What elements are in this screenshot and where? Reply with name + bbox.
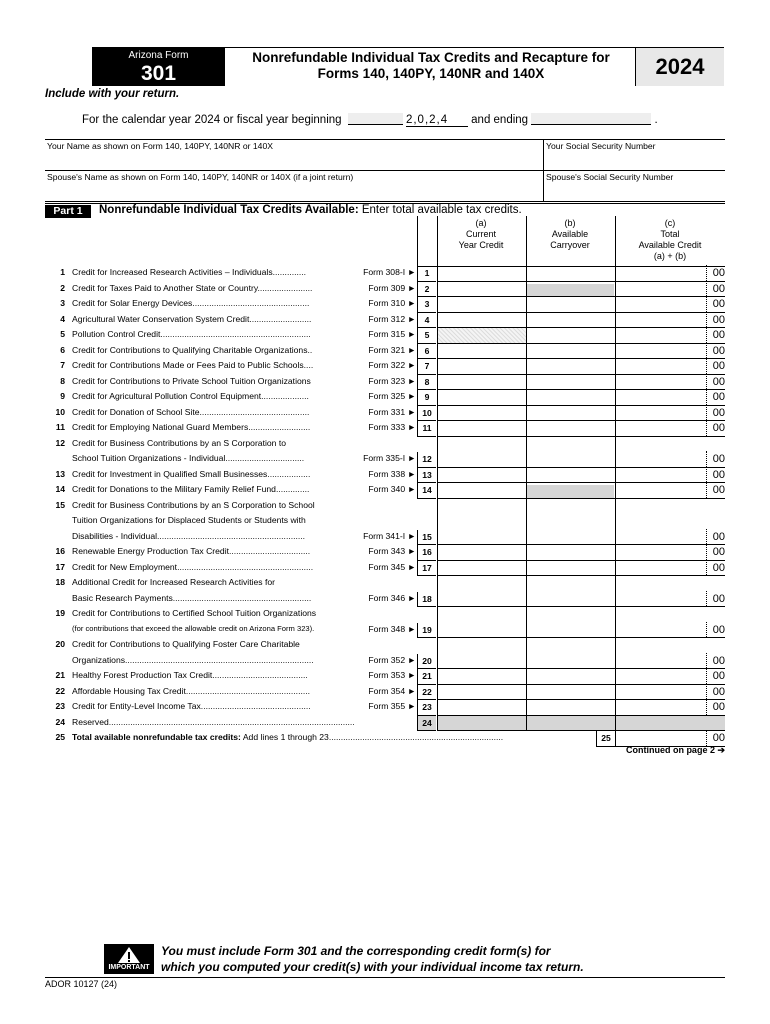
cents-value: 00 [706,684,725,700]
line-description: Pollution Control Credit............................................................... [72,329,311,339]
spouse-ssn-label: Spouse's Social Security Number [546,172,674,182]
form-reference: Form 338 ► [352,469,416,479]
carryover-field[interactable] [526,468,615,484]
line-number: 24 [55,716,65,727]
carryover-field[interactable] [526,607,615,638]
part1-top-rule [45,203,725,204]
fiscal-suffix: . [654,114,658,126]
total-credit-field [615,716,725,732]
line-description: Credit for Donation of School Site.............................................. [72,406,310,417]
carryover-field[interactable] [526,359,615,375]
line-description-cont: Tuition Organizations for Displaced Students or Students with [72,515,306,525]
line-number: 16 [55,546,65,556]
line-number: 6 [60,344,65,355]
current-year-credit-field [437,716,526,732]
line-number: 10 [55,406,65,417]
line-25-instruction: Add lines 1 through 23......................................................................... [242,732,504,742]
line-box-number: 15 [417,530,436,546]
cents-value: 00 [706,420,725,436]
current-year-credit-field[interactable] [437,390,526,406]
line-number: 7 [60,360,65,370]
line-box-number: 4 [417,313,436,329]
current-year-credit-field[interactable] [437,266,526,282]
fiscal-end-field[interactable] [531,113,651,125]
current-year-credit-field[interactable] [437,406,526,422]
line-box-number: 21 [417,669,436,685]
carryover-field[interactable] [526,375,615,391]
line-box-number: 3 [417,297,436,313]
name-field[interactable] [47,141,541,169]
form-reference: Form 323 ► [352,376,416,386]
important-label: IMPORTANT [108,964,150,971]
current-year-credit-field[interactable] [437,638,526,669]
table-top-rule [417,266,725,267]
carryover-field[interactable] [526,344,615,360]
line-description: Agricultural Water Conservation System Credit.......................... [72,313,312,324]
line-box-number: 25 [596,731,615,747]
ssn-field[interactable] [546,141,724,169]
carryover-field[interactable] [526,669,615,685]
line-description-cont: (for contributions that exceed the allowable credit on Arizona Form 323). [72,623,315,633]
line-number: 15 [55,499,65,510]
carryover-field[interactable] [526,685,615,701]
col-divider [417,216,418,266]
form-reference: Form 315 ► [352,329,416,339]
line-description-cont: Basic Research Payments.......................................................... [72,592,312,603]
carryover-field[interactable] [526,545,615,561]
line-box-number: 19 [417,623,436,639]
line-number: 18 [55,577,65,587]
carryover-field[interactable] [526,437,615,468]
line-box-number: 1 [417,266,436,282]
form-reference: Form 345 ► [352,562,416,572]
footer-code: ADOR 10127 (24) [45,979,118,989]
line-box-number: 20 [417,654,436,670]
current-year-credit-field[interactable] [437,669,526,685]
fiscal-year-line [82,113,658,127]
spouse-name-label: Spouse's Name as shown on Form 140, 140PY, 140NR or 140X (if a joint return) [47,172,354,182]
line-box-number: 22 [417,685,436,701]
cents-value: 00 [706,358,725,374]
form-reference: Form 353 ► [352,670,416,680]
line-number: 14 [55,484,65,494]
line-number: 25 [55,732,65,742]
line-description: Affordable Housing Tax Credit.................................................... [72,685,311,696]
line-box-number: 10 [417,406,436,422]
form-reference: Form 325 ► [352,391,416,401]
current-year-credit-field[interactable] [437,344,526,360]
fiscal-begin-year[interactable]: 2,0,2,4 [406,114,468,127]
line-number: 5 [60,329,65,339]
col-c-header: (c) Total Available Credit (a) + (b) [638,218,702,261]
cents-value: 00 [706,529,725,545]
form-reference: Form 354 ► [352,686,416,696]
cents-value: 00 [706,560,725,576]
line-number: 3 [60,298,65,308]
line-box-number: 6 [417,344,436,360]
carryover-field[interactable] [526,499,615,546]
footer-rule [45,977,725,978]
header-left-rule [92,47,636,86]
shaded-cell [527,284,614,297]
current-year-credit-field[interactable] [437,359,526,375]
continued-note: Continued on page 2 ➔ [625,745,725,755]
line-box-number: 13 [417,468,436,484]
line-description-cont: Disabilities - Individual.............................................................. [72,530,306,541]
fiscal-prefix: For the calendar year 2024 or fiscal year beginning [82,114,342,126]
cents-value: 00 [706,312,725,328]
current-year-credit-field[interactable] [437,297,526,313]
line-description: Credit for Business Contributions by an S Corporation to [72,437,286,448]
line-description-cont: School Tuition Organizations - Individual................................. [72,453,305,463]
current-year-credit-field[interactable] [437,685,526,701]
cents-value: 00 [706,405,725,421]
name-label: Your Name as shown on Form 140, 140PY, 140NR or 140X [47,141,273,151]
important-notice [161,943,584,975]
line-25-label: Total available nonrefundable tax credits: [72,732,241,742]
form-reference: Form 352 ► [352,655,416,665]
form-reference: Form 309 ► [352,283,416,293]
col-divider [437,216,438,266]
cents-value: 00 [706,699,725,715]
include-note: Include with your return. [45,88,180,100]
line-number: 11 [55,422,65,432]
line-description: Credit for Entity-Level Income Tax.............................................. [72,701,311,711]
form-reference: Form 346 ► [352,593,416,603]
cents-value: 00 [706,730,725,746]
line-number: 20 [55,639,65,649]
line-box-number: 8 [417,375,436,391]
line-description-cont: Organizations............................................................................... [72,654,314,665]
line-box-number: 24 [417,716,436,732]
current-year-credit-field[interactable] [437,313,526,329]
notice-line1: You must include Form 301 and the corresponding credit form(s) for [161,944,551,958]
carryover-field[interactable] [526,638,615,669]
form-reference: Form 308-I ► [352,267,416,277]
current-year-credit-field[interactable] [437,375,526,391]
cents-value: 00 [706,296,725,312]
current-year-credit-field[interactable] [437,545,526,561]
line-description: Reserved....................................................................................................... [72,716,355,727]
line-box-number: 9 [417,390,436,406]
fiscal-begin-field[interactable] [348,113,403,125]
line-number: 17 [55,561,65,572]
shaded-cell [527,485,614,498]
line-number: 4 [60,313,65,324]
current-year-credit-field[interactable] [437,328,526,344]
line-number: 22 [55,685,65,696]
form-title-line1: Nonrefundable Individual Tax Credits and Recapture for [252,50,610,65]
line-number: 13 [55,468,65,479]
carryover-field[interactable] [526,313,615,329]
line-description: Credit for Agricultural Pollution Control Equipment.................... [72,391,309,401]
cents-value: 00 [706,591,725,607]
current-year-credit-field[interactable] [437,576,526,607]
form-reference: Form 340 ► [352,484,416,494]
carryover-field[interactable] [526,297,615,313]
carryover-field[interactable] [526,561,615,577]
form-reference: Form 322 ► [352,360,416,370]
line-description: Credit for Employing National Guard Members.......................... [72,422,311,432]
year-box [636,47,724,86]
cents-value: 00 [706,544,725,560]
line-box-number: 11 [417,421,436,437]
spouse-ssn-field[interactable] [546,172,724,200]
line-description: Renewable Energy Production Tax Credit.................................. [72,546,311,556]
line-box-number: 16 [417,545,436,561]
carryover-field[interactable] [526,700,615,716]
part1-instruction: Enter total available tax credits. [361,204,522,216]
line-description: Credit for Business Contributions by an S Corporation to School [72,499,315,510]
line-box-number: 12 [417,452,436,468]
cents-value: 00 [706,265,725,281]
form-number: 301 [140,62,177,85]
carryover-field[interactable] [526,328,615,344]
form-reference: Form 335-I ► [352,453,416,463]
line-number: 19 [55,608,65,618]
form-reference: Form 331 ► [352,407,416,417]
form-reference: Form 333 ► [352,422,416,432]
line-description: Credit for Contributions to Qualifying Charitable Organizations.. [72,344,313,355]
line-number: 1 [60,267,65,277]
col-divider [526,216,527,266]
form-reference: Form 312 ► [352,314,416,324]
current-year-credit-field[interactable] [437,421,526,437]
form-reference: Form 321 ► [352,345,416,355]
line-description: Credit for Contributions to Qualifying Foster Care Charitable [72,639,300,649]
spouse-name-field[interactable] [47,172,541,200]
carryover-field[interactable] [526,406,615,422]
cents-value: 00 [706,389,725,405]
carryover-field[interactable] [526,421,615,437]
col-divider [615,216,616,266]
carryover-field[interactable] [526,390,615,406]
line-box-number: 2 [417,282,436,298]
identity-col-divider [543,139,544,202]
notice-line2: which you computed your credit(s) with your individual income tax return. [161,960,584,974]
identity-divider [45,170,725,171]
cents-value: 00 [706,281,725,297]
line-number: 9 [60,391,65,401]
line-description: Credit for Investment in Qualified Small Businesses.................. [72,468,311,479]
carryover-field[interactable] [526,266,615,282]
form-reference: Form 348 ► [352,624,416,634]
current-year-credit-field[interactable] [437,483,526,499]
cents-value: 00 [706,668,725,684]
line-box-number: 14 [417,483,436,499]
line-box-number: 7 [417,359,436,375]
line-description: Credit for Donations to the Military Family Relief Fund.............. [72,484,310,494]
line-box-number: 18 [417,592,436,608]
form-title-line2: Forms 140, 140PY, 140NR and 140X [317,66,545,81]
line-description: Credit for Contributions to Private School Tuition Organizations [72,375,311,386]
cents-value: 00 [706,482,725,498]
part1-tag: Part 1 [45,205,91,218]
current-year-credit-field[interactable] [437,561,526,577]
form-reference: Form 343 ► [352,546,416,556]
line-box-number: 17 [417,561,436,577]
year: 2024 [655,54,705,79]
line-description: Credit for Taxes Paid to Another State or Country....................... [72,282,313,293]
current-year-credit-field[interactable] [437,700,526,716]
line-number: 8 [60,375,65,386]
line-number: 12 [55,437,65,448]
line-description: Credit for New Employment......................................................... [72,561,314,572]
cents-value: 00 [706,374,725,390]
current-year-credit-field[interactable] [437,468,526,484]
form-reference: Form 310 ► [352,298,416,308]
form-reference: Form 355 ► [352,701,416,711]
cents-value: 00 [706,451,725,467]
current-year-credit-field[interactable] [437,282,526,298]
col-b-header: (b) Available Carryover [550,218,590,250]
cents-value: 00 [706,327,725,343]
carryover-field[interactable] [526,576,615,607]
important-badge [104,944,154,974]
col-a-header: (a) Current Year Credit [458,218,504,250]
line-description: Additional Credit for Increased Research Activities for [72,577,276,587]
form-reference: Form 341-I ► [352,531,416,541]
current-year-credit-field[interactable] [437,499,526,546]
form-label: Arizona Form [128,50,189,61]
line-description: Credit for Solar Energy Devices................................................. [72,298,310,308]
line-box-number: 5 [417,328,436,344]
line-description: Credit for Contributions to Certified School Tuition Organizations [72,608,317,618]
line-number: 23 [55,701,65,711]
fiscal-middle: and ending [471,114,529,126]
line-number: 2 [60,282,65,293]
part1-title: Nonrefundable Individual Tax Credits Available: [99,204,359,216]
line-description: Healthy Forest Production Tax Credit........................................ [72,670,308,680]
cents-value: 00 [706,467,725,483]
line-box-number: 23 [417,700,436,716]
ssn-label: Your Social Security Number [546,141,656,151]
cents-value: 00 [706,653,725,669]
current-year-credit-field[interactable] [437,607,526,638]
line-number: 21 [55,670,65,680]
current-year-credit-field[interactable] [437,437,526,468]
part1-heading [99,204,522,216]
carryover-field [526,716,615,732]
cents-value: 00 [706,622,725,638]
line-25-description [72,732,594,742]
cents-value: 00 [706,343,725,359]
line-description: Credit for Contributions Made or Fees Paid to Public Schools.... [72,360,314,370]
line-description: Credit for Increased Research Activities – Individuals.............. [72,267,307,277]
